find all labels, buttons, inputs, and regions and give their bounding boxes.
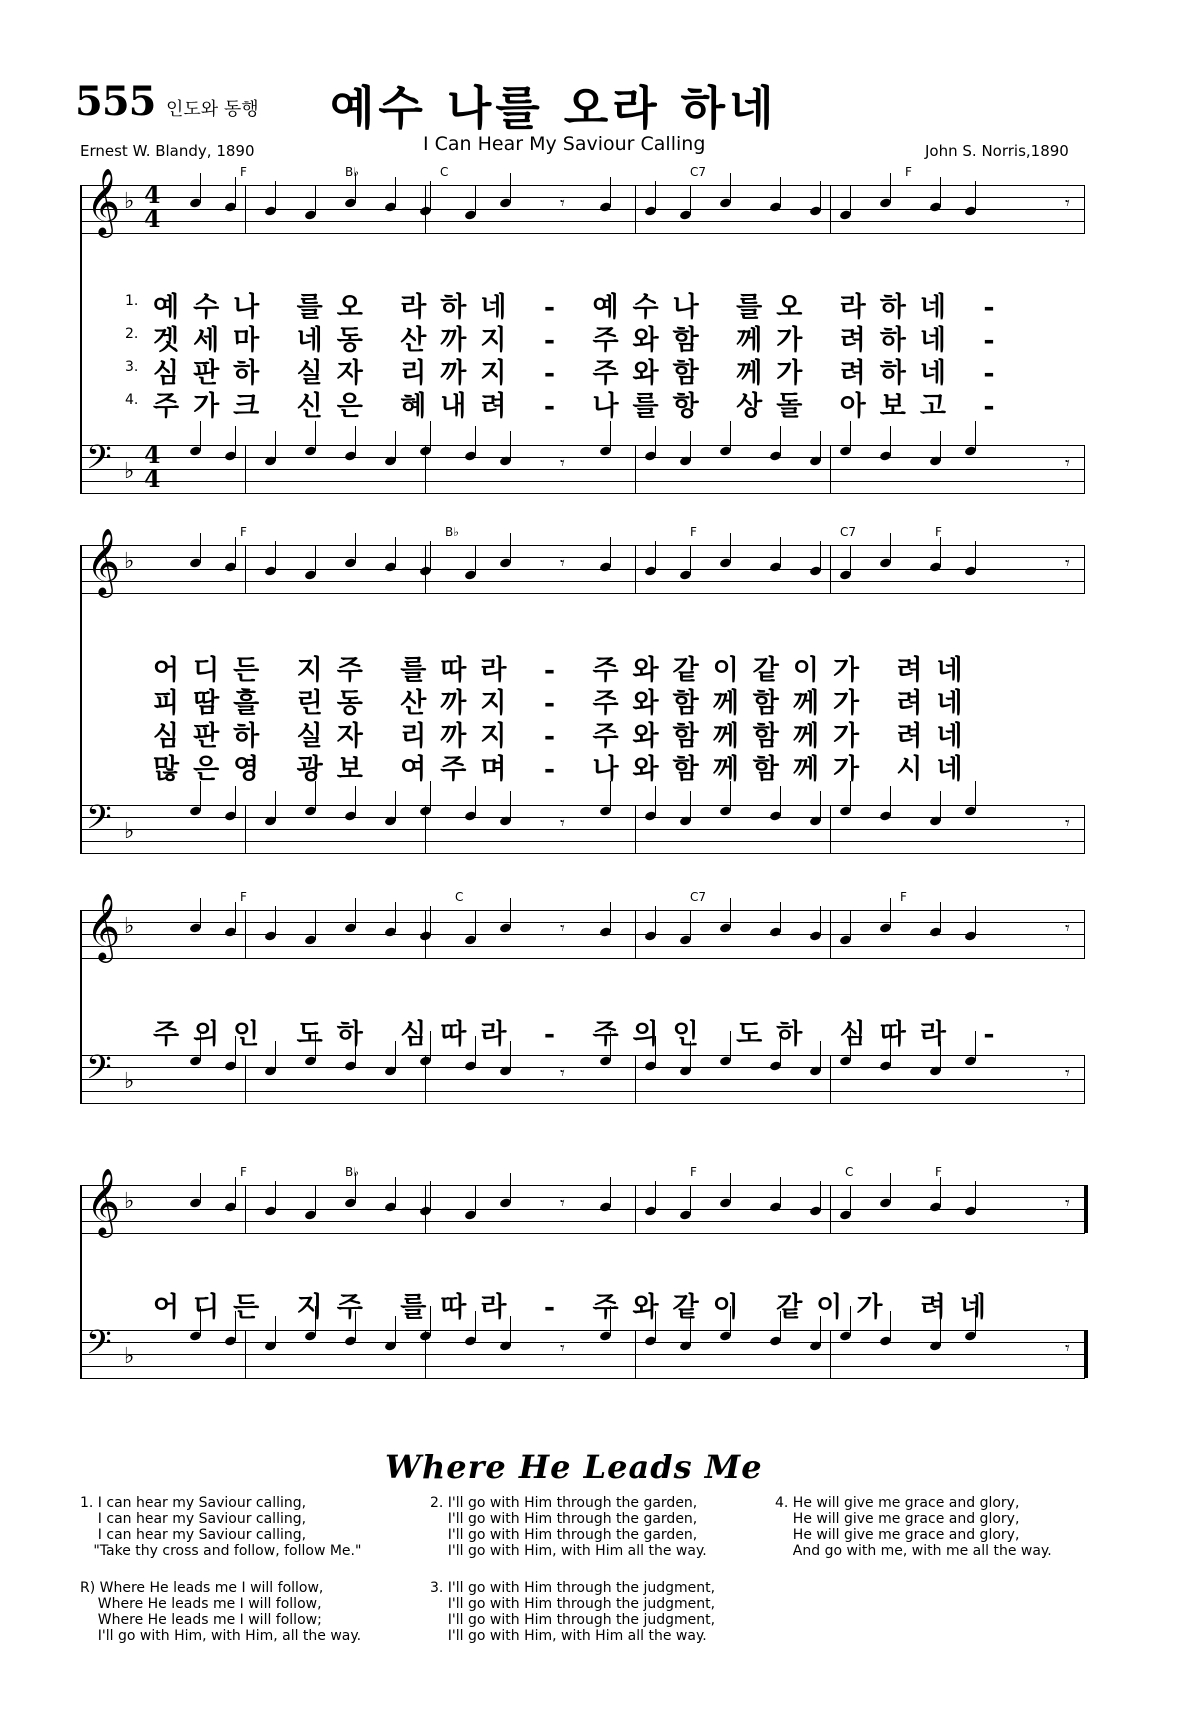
chord-symbol: B♭ — [345, 1165, 359, 1179]
note-stem — [690, 185, 691, 215]
note-stem — [975, 541, 976, 571]
note-stem — [235, 786, 236, 816]
note-stem — [395, 1177, 396, 1207]
flat-key-signature-icon: ♭ — [124, 1189, 135, 1214]
eighth-rest-icon: 𝄾 — [560, 1063, 565, 1084]
system-bracket — [80, 1185, 82, 1378]
chord-symbol: C7 — [690, 890, 707, 904]
note-stem — [610, 902, 611, 932]
eighth-rest-icon: 𝄾 — [560, 1193, 565, 1214]
note-stem — [975, 181, 976, 211]
english-verse-4: 4. He will give me grace and glory, He will give me grace and glory, He will give me grace and glory, And go with me, with me all the way. — [775, 1495, 1052, 1559]
flat-key-signature-icon: ♭ — [124, 189, 135, 214]
eighth-rest-icon: 𝄾 — [1065, 453, 1070, 474]
note-stem — [610, 1177, 611, 1207]
lyric-text: 피땀흘 린동 산까지 ‐ 주와함께함께가 려네 — [153, 688, 977, 719]
chord-symbol: F — [240, 525, 247, 539]
chord-symbol: F — [900, 890, 907, 904]
note-stem — [275, 906, 276, 936]
note-stem — [430, 421, 431, 451]
note-stem — [730, 1173, 731, 1203]
note-stem — [975, 1181, 976, 1211]
chord-symbol: F — [690, 1165, 697, 1179]
note-stem — [890, 786, 891, 816]
note-stem — [275, 181, 276, 211]
note-stem — [355, 898, 356, 928]
chord-symbol: F — [905, 165, 912, 179]
note-stem — [200, 421, 201, 451]
lyric-line — [125, 351, 1065, 389]
note-stem — [430, 181, 431, 211]
note-stem — [395, 177, 396, 207]
time-signature: 4 4 — [144, 180, 161, 233]
note-stem — [820, 906, 821, 936]
note-stem — [315, 421, 316, 451]
note-stem — [395, 791, 396, 821]
note-stem — [315, 545, 316, 575]
note-stem — [850, 545, 851, 575]
note-stem — [355, 533, 356, 563]
lyric-text: 많은영 광보 여주며 ‐ 나와함께함께가 시네 — [153, 754, 977, 785]
note-stem — [850, 1185, 851, 1215]
note-stem — [235, 177, 236, 207]
lyric-line — [125, 318, 1065, 356]
hymn-number: 555 — [75, 78, 156, 125]
note-stem — [510, 791, 511, 821]
note-stem — [655, 181, 656, 211]
bass-clef-icon: 𝄢 — [86, 439, 112, 485]
note-stem — [235, 902, 236, 932]
chord-symbol: F — [935, 525, 942, 539]
note-stem — [820, 431, 821, 461]
note-stem — [780, 902, 781, 932]
note-stem — [235, 426, 236, 456]
eighth-rest-icon: 𝄾 — [1065, 553, 1070, 574]
note-stem — [890, 898, 891, 928]
note-stem — [820, 541, 821, 571]
eighth-rest-icon: 𝄾 — [560, 453, 565, 474]
note-stem — [235, 1177, 236, 1207]
chord-symbol: F — [240, 165, 247, 179]
english-title: I Can Hear My Saviour Calling — [423, 133, 706, 155]
note-stem — [315, 910, 316, 940]
lyric-line — [125, 648, 1065, 686]
system-bracket — [80, 910, 82, 1103]
treble-clef-icon: 𝄞 — [86, 167, 121, 235]
note-stem — [475, 786, 476, 816]
note-stem — [395, 537, 396, 567]
note-stem — [510, 431, 511, 461]
note-stem — [690, 431, 691, 461]
english-hymn-title: Where He Leads Me — [385, 1448, 763, 1486]
system-bracket — [80, 185, 82, 493]
note-stem — [275, 431, 276, 461]
note-stem — [730, 533, 731, 563]
english-verse-1: 1. I can hear my Saviour calling, I can hear my Saviour calling, I can hear my Saviour calling, "Take thy cross and follow, follow Me." — [80, 1495, 362, 1559]
lyric-text: 어디든 지주 를따라 ‐ 주와같이같이가 려네 — [153, 655, 977, 686]
note-stem — [890, 533, 891, 563]
flat-key-signature-icon: ♭ — [124, 459, 135, 484]
note-stem — [780, 537, 781, 567]
flat-key-signature-icon: ♭ — [124, 914, 135, 939]
note-stem — [940, 431, 941, 461]
note-stem — [780, 177, 781, 207]
note-stem — [475, 426, 476, 456]
bass-staff — [80, 1049, 1085, 1103]
note-stem — [690, 545, 691, 575]
eighth-rest-icon: 𝄾 — [560, 1338, 565, 1359]
note-stem — [200, 1173, 201, 1203]
note-stem — [610, 177, 611, 207]
note-stem — [940, 791, 941, 821]
note-stem — [510, 898, 511, 928]
note-stem — [510, 173, 511, 203]
note-stem — [655, 1181, 656, 1211]
bass-clef-icon: 𝄢 — [86, 799, 112, 845]
treble-clef-icon: 𝄞 — [86, 527, 121, 595]
verse-number: 4. — [125, 392, 139, 408]
chord-symbol: C — [455, 890, 464, 904]
chord-symbol: F — [690, 525, 697, 539]
chord-symbol: F — [240, 1165, 247, 1179]
eighth-rest-icon: 𝄾 — [1065, 813, 1070, 834]
treble-staff — [80, 1167, 1085, 1235]
note-stem — [730, 421, 731, 451]
note-stem — [975, 421, 976, 451]
lyric-line — [125, 1285, 1065, 1323]
note-stem — [820, 791, 821, 821]
note-stem — [780, 426, 781, 456]
note-stem — [730, 898, 731, 928]
lyricist-credit: Ernest W. Blandy, 1890 — [80, 142, 255, 160]
flat-key-signature-icon: ♭ — [124, 819, 135, 844]
flat-key-signature-icon: ♭ — [124, 1344, 135, 1369]
system-bracket — [80, 545, 82, 853]
note-stem — [850, 421, 851, 451]
chord-symbol: F — [240, 890, 247, 904]
note-stem — [610, 537, 611, 567]
note-stem — [200, 898, 201, 928]
flat-key-signature-icon: ♭ — [124, 1069, 135, 1094]
lyric-line — [125, 285, 1065, 323]
bass-staff — [80, 1324, 1085, 1378]
note-stem — [395, 431, 396, 461]
chord-symbol: B♭ — [445, 525, 459, 539]
lyric-line — [125, 681, 1065, 719]
note-stem — [430, 1181, 431, 1211]
lyrics-block — [125, 1285, 1065, 1323]
note-stem — [890, 426, 891, 456]
note-stem — [655, 426, 656, 456]
note-stem — [690, 910, 691, 940]
note-stem — [780, 786, 781, 816]
bass-clef-icon: 𝄢 — [86, 1324, 112, 1370]
note-stem — [820, 1181, 821, 1211]
verse-number: 2. — [125, 326, 139, 342]
note-stem — [475, 910, 476, 940]
chord-symbol: C7 — [840, 525, 857, 539]
note-stem — [355, 786, 356, 816]
eighth-rest-icon: 𝄾 — [560, 553, 565, 574]
note-stem — [850, 910, 851, 940]
note-stem — [975, 906, 976, 936]
bass-staff — [80, 799, 1085, 853]
composer-credit: John S. Norris,1890 — [925, 142, 1069, 160]
english-verse-3: 3. I'll go with Him through the judgment, I'll go with Him through the judgment, I'll go with Him through the judgment, I'll go with Him, with Him all the way. — [430, 1580, 716, 1644]
eighth-rest-icon: 𝄾 — [560, 813, 565, 834]
note-stem — [850, 185, 851, 215]
time-signature: 4 4 — [144, 440, 161, 493]
lyric-line — [125, 1012, 1065, 1050]
flat-key-signature-icon: ♭ — [124, 549, 135, 574]
note-stem — [890, 1173, 891, 1203]
note-stem — [430, 906, 431, 936]
treble-clef-icon: 𝄞 — [86, 892, 121, 960]
eighth-rest-icon: 𝄾 — [1065, 918, 1070, 939]
note-stem — [355, 426, 356, 456]
note-stem — [475, 545, 476, 575]
note-stem — [690, 1185, 691, 1215]
lyrics-block — [125, 285, 1065, 422]
note-stem — [315, 185, 316, 215]
treble-clef-icon: 𝄞 — [86, 1167, 121, 1235]
note-stem — [315, 1185, 316, 1215]
bass-staff — [80, 439, 1085, 493]
note-stem — [510, 533, 511, 563]
note-stem — [275, 791, 276, 821]
note-stem — [235, 537, 236, 567]
chord-symbol: C — [440, 165, 449, 179]
note-stem — [430, 541, 431, 571]
note-stem — [475, 1185, 476, 1215]
note-stem — [655, 541, 656, 571]
chord-symbol: F — [935, 1165, 942, 1179]
lyric-text: 겟세마 네동 산까지 ‐ 주와함 께가 려하네 ‐ — [153, 325, 1009, 356]
note-stem — [690, 791, 691, 821]
note-stem — [940, 902, 941, 932]
note-stem — [475, 185, 476, 215]
verse-number: 3. — [125, 359, 139, 375]
note-stem — [395, 902, 396, 932]
chord-symbol: B♭ — [345, 165, 359, 179]
lyric-line — [125, 747, 1065, 785]
lyrics-block — [125, 648, 1065, 785]
lyric-text: 예수나 를오 라하네 ‐ 예수나 를오 라하네 ‐ — [153, 292, 1009, 323]
note-stem — [275, 541, 276, 571]
eighth-rest-icon: 𝄾 — [1065, 1193, 1070, 1214]
note-stem — [200, 533, 201, 563]
verse-number: 1. — [125, 293, 139, 309]
english-refrain: R) Where He leads me I will follow, Where He leads me I will follow, Where He leads me I will follow; I'll go with Him, with Him, all the way. — [80, 1580, 362, 1644]
note-stem — [275, 1181, 276, 1211]
lyric-text: 주의인 도하 심따라 ‐ 주의인 도하 심따라 ‐ — [153, 1019, 1009, 1050]
chord-symbol: C7 — [690, 165, 707, 179]
korean-title: 예수 나를 오라 하네 — [330, 81, 778, 135]
lyric-text: 어디든 지주 를따라 ‐ 주와같이 같이가 려네 — [153, 1292, 1000, 1323]
eighth-rest-icon: 𝄾 — [1065, 193, 1070, 214]
note-stem — [655, 786, 656, 816]
lyrics-block — [125, 1012, 1065, 1050]
lyric-text: 심판하 실자 리까지 ‐ 주와함 께가 려하네 ‐ — [153, 358, 1009, 389]
note-stem — [655, 906, 656, 936]
eighth-rest-icon: 𝄾 — [560, 918, 565, 939]
lyric-line — [125, 384, 1065, 422]
bass-clef-icon: 𝄢 — [86, 1049, 112, 1095]
lyric-text: 주가크 신은 혜내려 ‐ 나를항 상돌 아보고 ‐ — [153, 391, 1009, 422]
eighth-rest-icon: 𝄾 — [1065, 1063, 1070, 1084]
note-stem — [200, 173, 201, 203]
chord-symbol: C — [845, 1165, 854, 1179]
note-stem — [890, 173, 891, 203]
note-stem — [820, 181, 821, 211]
note-stem — [940, 177, 941, 207]
english-verse-2: 2. I'll go with Him through the garden, I'll go with Him through the garden, I'll go with Him through the garden, I'll go with Him, with Him all the way. — [430, 1495, 707, 1559]
note-stem — [780, 1177, 781, 1207]
lyric-line — [125, 714, 1065, 752]
note-stem — [610, 421, 611, 451]
note-stem — [940, 537, 941, 567]
hymn-category: 인도와 동행 — [166, 99, 259, 120]
eighth-rest-icon: 𝄾 — [560, 193, 565, 214]
lyric-text: 심판하 실자 리까지 ‐ 주와함께함께가 려네 — [153, 721, 977, 752]
eighth-rest-icon: 𝄾 — [1065, 1338, 1070, 1359]
note-stem — [940, 1177, 941, 1207]
note-stem — [730, 173, 731, 203]
note-stem — [510, 1173, 511, 1203]
